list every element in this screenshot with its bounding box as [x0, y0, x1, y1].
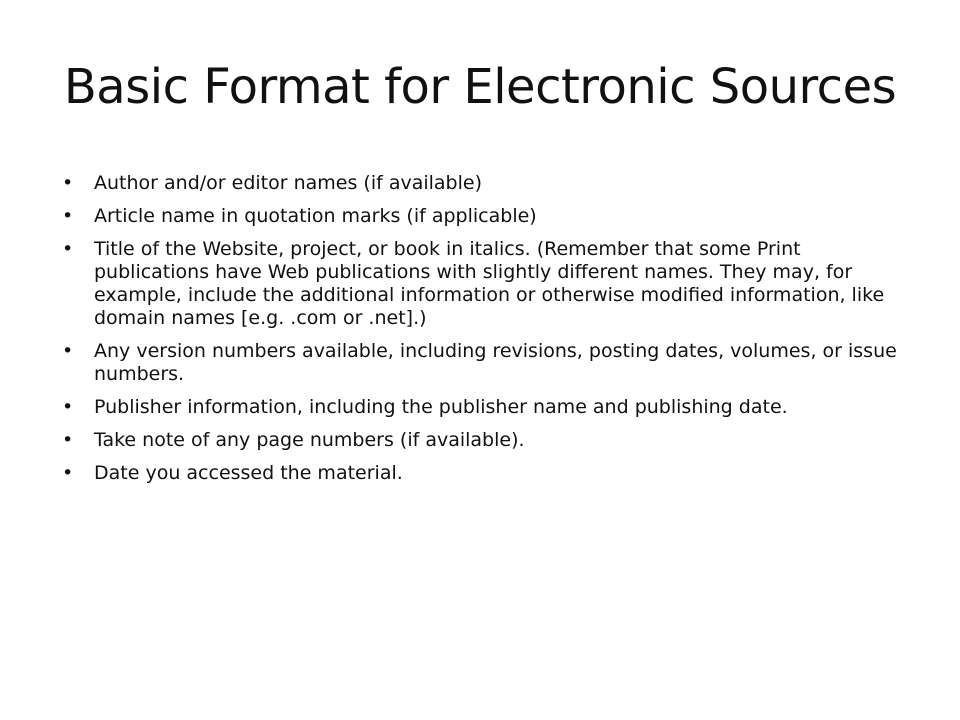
list-item [62, 396, 910, 419]
list-item [62, 238, 910, 330]
list-item [62, 205, 910, 228]
bullet-icon: • [62, 238, 74, 260]
bullet-icon: • [62, 396, 74, 418]
bullet-icon: • [62, 172, 74, 194]
list-item [62, 172, 910, 195]
list-item-text: Author and/or editor names (if available) [94, 172, 482, 194]
list-item-text: Article name in quotation marks (if applicable) [94, 205, 537, 227]
slide-title: Basic Format for Electronic Sources [63, 59, 897, 115]
bullet-list [62, 172, 910, 495]
list-item-text: Take note of any page numbers (if available). [94, 429, 525, 451]
list-item-text: Title of the Website, project, or book in italics. (Remember that some Print publications have Web publications with slightly different names. They may, for example, include the additional information or otherwise modified information, like domain names [e.g. .com or .net].) [94, 238, 885, 329]
list-item [62, 340, 910, 386]
list-item-text: Publisher information, including the publisher name and publishing date. [94, 396, 788, 418]
bullet-icon: • [62, 340, 74, 362]
bullet-icon: • [62, 205, 74, 227]
list-item-text: Date you accessed the material. [94, 462, 403, 484]
list-item-text: Any version numbers available, including revisions, posting dates, volumes, or issue numbers. [94, 340, 897, 385]
bullet-icon: • [62, 462, 74, 484]
list-item [62, 462, 910, 485]
bullet-icon: • [62, 429, 74, 451]
list-item [62, 429, 910, 452]
